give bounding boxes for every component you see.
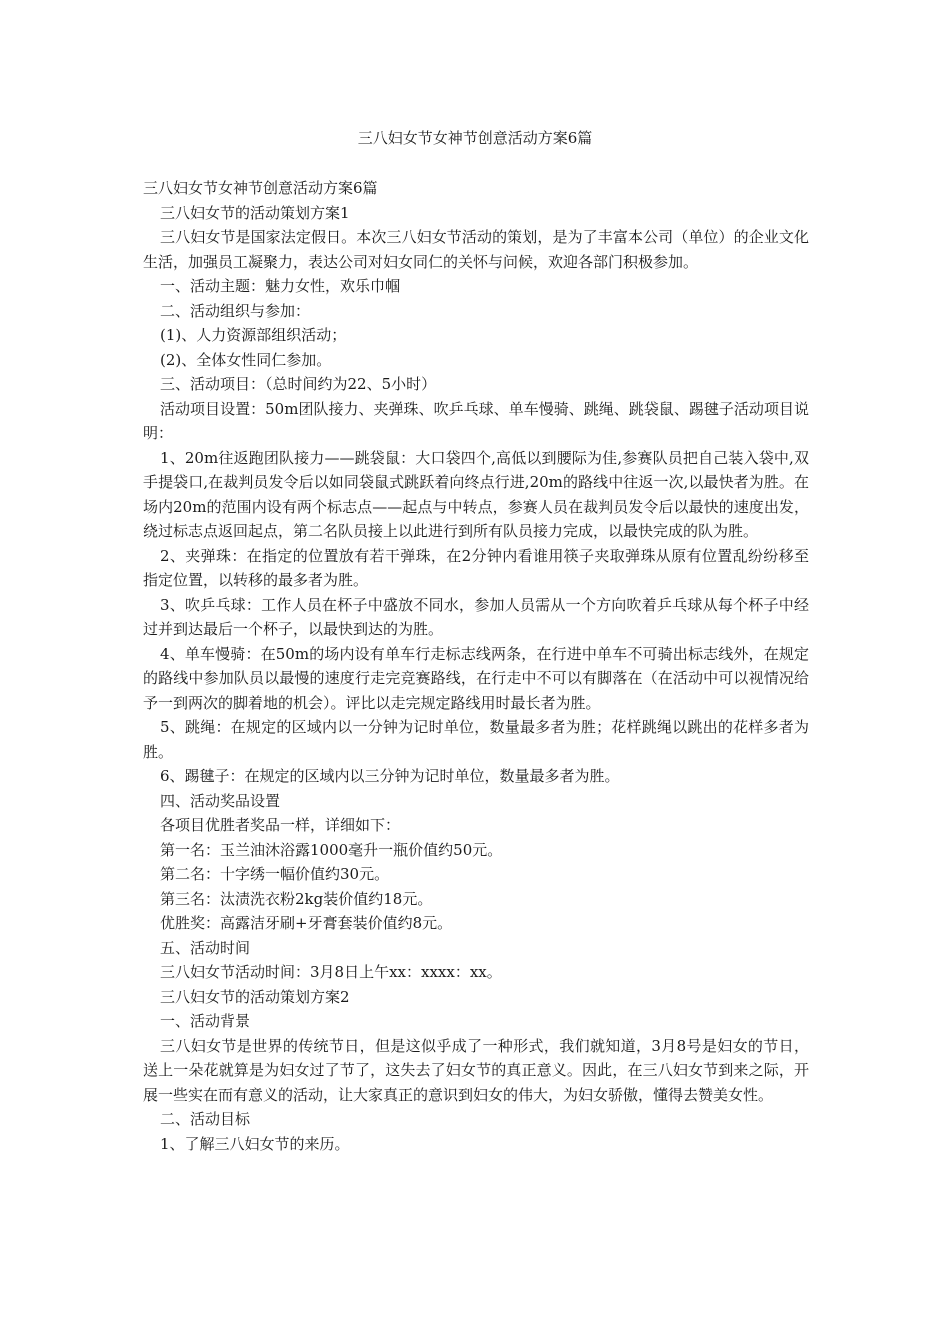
document-paragraph: 1、了解三八妇女节的来历。 <box>160 1134 350 1153</box>
document-paragraph: 三、活动项目：（总时间约为22、5小时） <box>160 375 437 393</box>
document-paragraph: 二、活动目标 <box>160 1110 251 1128</box>
document-paragraph: 三八妇女节是世界的传统节日，但是这似乎成了一种形式，我们就知道，3月8号是妇女的节日，送上一朵花就算是为妇女过了节了，这失去了妇女节的真正意义。因此，在三八妇女节到来之际，开展一些实在而有意义的活动，让大家真正的意识到妇女的伟大，为妇女骄傲，懂得去赞美女性。 <box>143 1036 809 1104</box>
document-paragraph: 第二名：十字绣一幅价值约30元。 <box>160 865 390 883</box>
document-paragraph: 三八妇女节活动时间：3月8日上午xx：xxxx：xx。 <box>160 963 502 981</box>
document-paragraph: 1、20m往返跑团队接力——跳袋鼠：大口袋四个,高低以到腰际为佳,参赛队员把自己装入袋中,双手提袋口,在裁判员发令后以如同袋鼠式跳跃着向终点行进,20m的路线中往返一次,以最快者为胜。在场内20m的范围内设有两个标志点——起点与中转点，参赛人员在裁判员发令后以最快的速度出发，绕过标志点返回起点，第二名队员接上以此进行到所有队员接力完成，以最快完成的队为胜。 <box>143 448 809 540</box>
document-paragraph: 一、活动背景 <box>160 1012 251 1030</box>
document-paragraph: 一、活动主题：魅力女性，欢乐巾帼 <box>160 277 401 295</box>
document-paragraph: 3、吹乒乓球：工作人员在杯子中盛放不同水，参加人员需从一个方向吹着乒乓球从每个杯子中经过并到达最后一个杯子，以最快到达的为胜。 <box>143 595 809 638</box>
document-paragraph: 第三名：汰渍洗衣粉2kg装价值约18元。 <box>160 889 433 908</box>
document-paragraph: 三八妇女节是国家法定假日。本次三八妇女节活动的策划，是为了丰富本公司（单位）的企业文化生活，加强员工凝聚力，表达公司对妇女同仁的关怀与问候，欢迎各部门积极参加。 <box>143 228 809 271</box>
document-paragraph: 四、活动奖品设置 <box>160 791 281 810</box>
document-paragraph: 三八妇女节的活动策划方案2 <box>160 987 350 1006</box>
document-paragraph: 第一名：玉兰油沐浴露1000毫升一瓶价值约50元。 <box>160 840 503 859</box>
document-paragraph: 活动项目设置：50m团队接力、夹弹珠、吹乒乓球、单车慢骑、跳绳、跳袋鼠、踢毽子活动项目说明： <box>143 399 809 442</box>
document-paragraph: (1)、人力资源部组织活动； <box>160 326 347 344</box>
document-paragraph: (2)、全体女性同仁参加。 <box>160 350 332 369</box>
document-paragraph: 二、活动组织与参加： <box>160 301 311 320</box>
document-paragraph: 4、单车慢骑：在50m的场内设有单车行走标志线两条，在行进中单车不可骑出标志线外，在规定的路线中参加队员以最慢的速度行走完竞赛路线，在行走中不可以有脚落在（在活动中可以视情况给予一到两次的脚着地的机会）。评比以走完规定路线用时最长者为胜。 <box>143 644 809 712</box>
document-paragraph: 三八妇女节女神节创意活动方案6篇 <box>143 179 378 197</box>
document-paragraph: 各项目优胜者奖品一样，详细如下： <box>160 816 401 834</box>
document-paragraph: 五、活动时间 <box>160 938 251 957</box>
document-paragraph: 6、踢毽子：在规定的区域内以三分钟为记时单位，数量最多者为胜。 <box>160 767 620 785</box>
document-paragraph: 2、夹弹珠：在指定的位置放有若干弹珠，在2分钟内看谁用筷子夹取弹珠从原有位置乱纷纷移至指定位置，以转移的最多者为胜。 <box>143 546 809 589</box>
document-paragraph: 5、跳绳：在规定的区域内以一分钟为记时单位，数量最多者为胜；花样跳绳以跳出的花样多者为胜。 <box>143 718 809 761</box>
document-paragraph: 优胜奖：高露洁牙刷+牙膏套装价值约8元。 <box>160 914 453 932</box>
document-title: 三八妇女节女神节创意活动方案6篇 <box>357 129 593 147</box>
document-body <box>143 176 809 1156</box>
document-paragraph: 三八妇女节的活动策划方案1 <box>160 203 350 222</box>
